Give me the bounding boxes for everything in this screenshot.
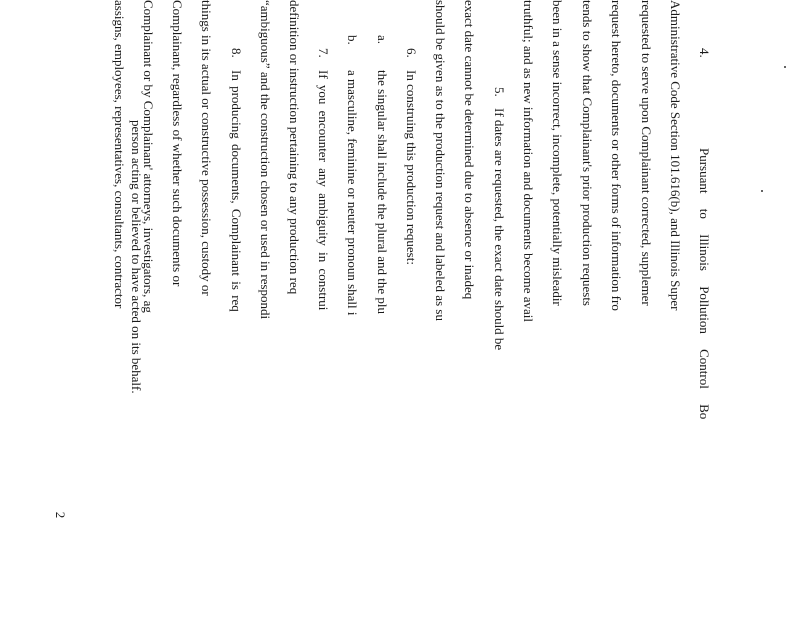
paragraph-8-line-2: things in its actual or constructive possession, custody or — [199, 0, 214, 296]
paragraph-8-text: In producing documents, Complainant is req — [229, 70, 244, 312]
paragraph-4-line-5: tends to show that Complainant's prior production requests — [580, 0, 595, 306]
paragraph-6-number: 6. — [404, 48, 419, 58]
paragraph-4-line-6: been in a sense incorrect, incomplete, potentially misleadir — [550, 0, 565, 306]
paragraph-4-text: Pursuant to Illinois Pollution Control Bo — [697, 148, 712, 420]
item-b-label: b. — [345, 35, 360, 45]
paragraph-4-line-3: requested to serve upon Complainant corrected, supplemer — [639, 0, 654, 306]
paragraph-4-line-7: truthful; and as new information and documents become avail — [521, 0, 536, 323]
paragraph-8-line-4: Complainant or by Complainant' attorneys, investigators, ag — [141, 0, 156, 313]
paragraph-8-line-6-text: person acting or believed to have acted on its behalf. — [129, 120, 144, 394]
item-a-label: a. — [375, 35, 390, 45]
paragraph-6-intro: In construing this production request: — [404, 70, 419, 265]
paragraph-5-line-2: exact date cannot be determined due to absence or inadeq — [462, 0, 477, 300]
paragraph-8-number: 8. — [229, 48, 244, 58]
paragraph-8-line-6 — [126, 120, 146, 550]
item-b-text: a masculine, feminine or neuter pronoun shall i — [345, 70, 360, 316]
scan-speck — [761, 190, 763, 192]
paragraph-5-number: 5. — [492, 87, 507, 97]
paragraph-7-line-3: “ambiguous” and the construction chosen or used in respondi — [258, 0, 273, 320]
paragraph-7-number: 7. — [316, 48, 331, 58]
paragraph-5-line-3: should be given as to the production request and labeled as su — [433, 0, 448, 321]
paragraph-4-number: 4. — [697, 48, 712, 58]
scan-speck — [784, 66, 786, 68]
paragraph-4-line-2: Administrative Code Section 101.616(b), and Illinois Super — [668, 0, 683, 311]
paragraph-8-line-5: assigns, employees, representatives, consultants, contractor — [112, 0, 127, 309]
item-a-text: the singular shall include the plural and the plu — [375, 70, 390, 315]
paragraph-5-text: If dates are requested, the exact date should be — [492, 108, 507, 351]
paragraph-4-line-4: request hereto, documents or other forms of information fro — [609, 0, 624, 311]
rotated-text-body — [100, 0, 720, 618]
page-number: 2 — [53, 511, 68, 519]
paragraph-7-text: If you encounter any ambiguity in construi — [316, 70, 331, 311]
paragraph-8-line-3: Complainant, regardless of whether such documents or — [170, 0, 185, 287]
paragraph-7-line-2: definition or instruction pertaining to any production req — [287, 0, 302, 295]
